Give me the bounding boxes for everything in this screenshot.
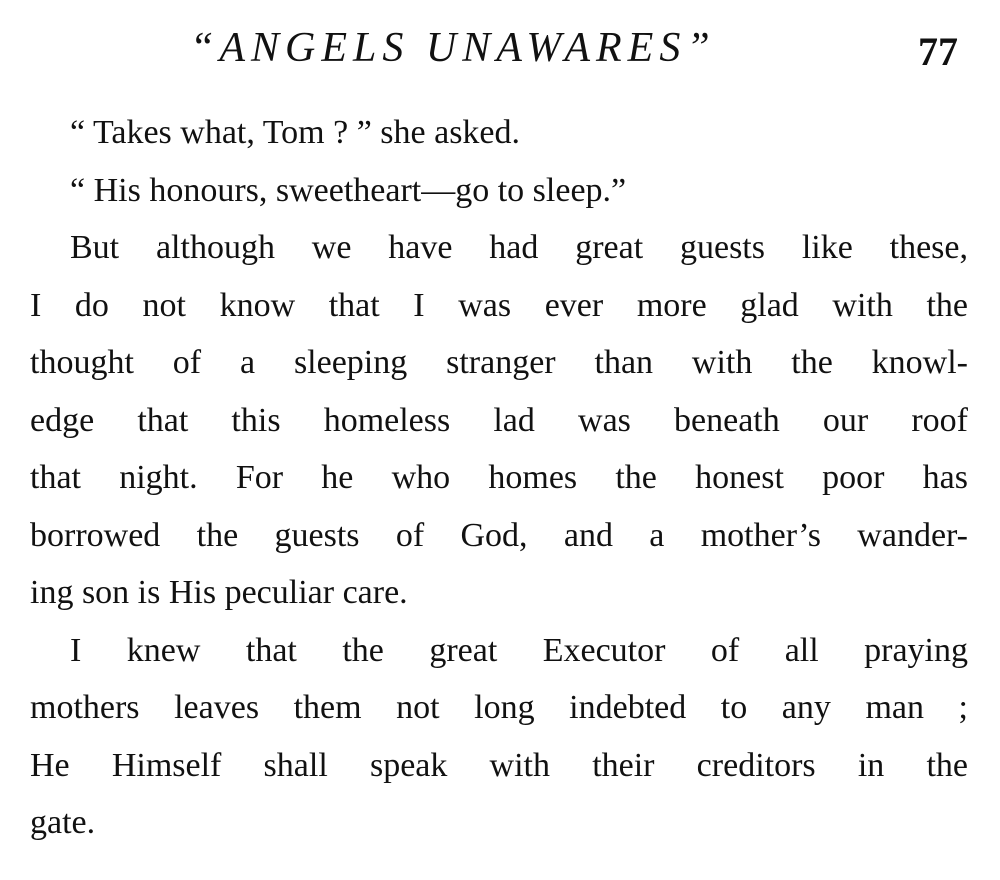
paragraph-line: gate. <box>30 804 96 841</box>
paragraph-line: ing son is His peculiar care. <box>30 574 408 611</box>
page-header <box>0 24 1000 84</box>
paragraph-line: But although we have had great guests like these, <box>70 229 968 266</box>
paragraph-line: edge that this homeless lad was beneath our roof <box>30 401 968 439</box>
paragraph-line: He Himself shall speak with their creditors in the <box>30 746 968 784</box>
paragraph-line: thought of a sleeping stranger than with the knowl- <box>30 344 968 381</box>
paragraph-line: I knew that the great Executor of all praying <box>70 631 968 669</box>
dialogue-line: “ His honours, sweetheart—go to sleep.” <box>70 171 627 209</box>
running-title: “ANGELS UNAWARES” <box>190 25 716 71</box>
paragraph-line: I do not know that I was ever more glad with the <box>30 286 968 324</box>
paragraph-line: borrowed the guests of God, and a mother’s wander- <box>30 516 968 554</box>
paragraph-line: that night. For he who homes the honest poor has <box>30 459 968 496</box>
body-text <box>30 104 968 852</box>
dialogue-line: “ Takes what, Tom ? ” she asked. <box>70 114 521 151</box>
paragraph-line: mothers leaves them not long indebted to any man ; <box>30 689 968 726</box>
page-number: 77 <box>918 29 958 74</box>
